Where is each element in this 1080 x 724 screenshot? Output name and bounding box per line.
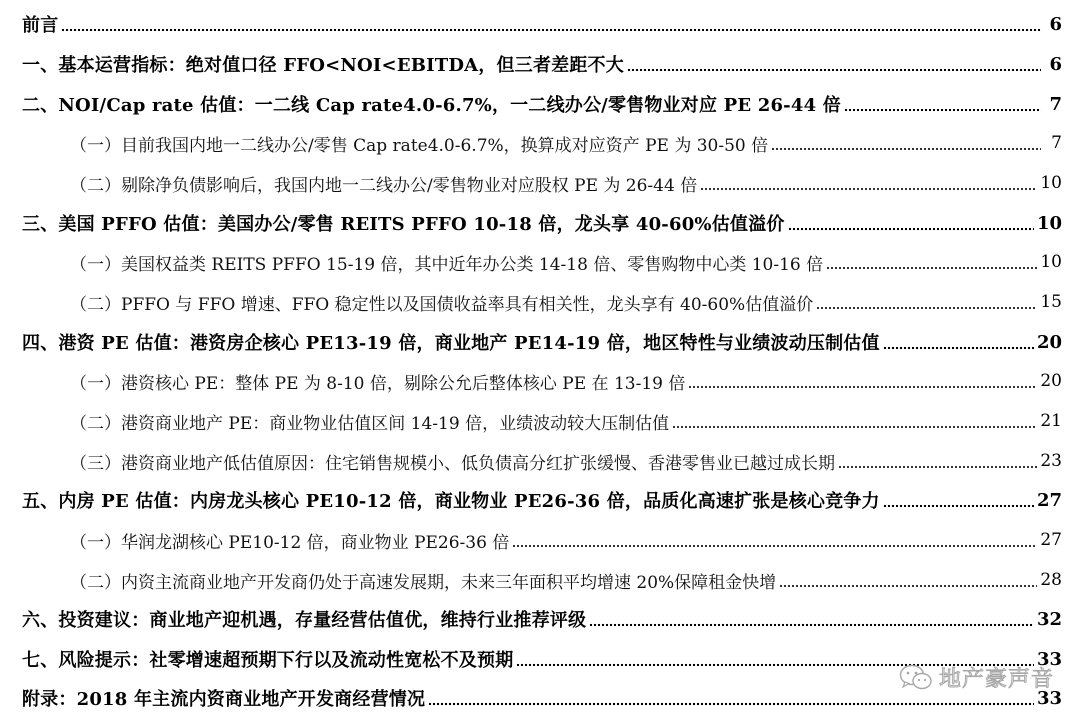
toc-page-number: 10	[1036, 212, 1062, 234]
toc-page-number: 27	[1036, 489, 1062, 511]
toc-entry-title: （二）港资商业地产 PE：商业物业估值区间 14-19 倍，业绩波动较大压制估值	[70, 413, 670, 434]
toc-entry[interactable]	[22, 485, 1062, 515]
toc-dot-leader	[512, 544, 1037, 548]
toc-entry[interactable]	[70, 128, 1062, 158]
toc-page-number: 33	[1036, 687, 1062, 709]
toc-entry[interactable]	[70, 366, 1062, 396]
toc-page-number: 21	[1040, 411, 1062, 431]
toc-dot-leader	[428, 702, 1034, 706]
toc-dot-leader	[883, 346, 1034, 350]
toc-dot-leader	[826, 266, 1037, 270]
toc-dot-leader	[779, 584, 1037, 588]
wechat-icon	[899, 664, 933, 692]
toc-entry-title: （二）PFFO 与 FFO 增速、FFO 稳定性以及国债收益率具有相关性，龙头享有 40-60%估值溢价	[70, 294, 814, 315]
toc-entry-title: 七、风险提示：社零增速超预期下行以及流动性宽松不及预期	[22, 650, 514, 671]
toc-dot-leader	[672, 425, 1037, 429]
toc-dot-leader	[771, 147, 1041, 151]
toc-page-number: 20	[1036, 331, 1062, 353]
toc-entry-title: 三、美国 PFFO 估值：美国办公/零售 REITS PFFO 10-18 倍，龙头享 40-60%估值溢价	[22, 214, 785, 235]
toc-dot-leader	[883, 504, 1034, 508]
toc-entry-title: 前言	[22, 15, 59, 36]
toc-page-number: 33	[1036, 648, 1062, 670]
toc-dot-leader	[816, 306, 1037, 310]
toc-dot-leader	[688, 385, 1037, 389]
toc-page-number: 15	[1040, 292, 1062, 312]
toc-entry-title: 四、港资 PE 估值：港资房企核心 PE13-19 倍，商业地产 PE14-19 倍，地区特性与业绩波动压制估值	[22, 333, 880, 354]
toc-entry[interactable]	[22, 208, 1062, 238]
toc-entry[interactable]	[22, 89, 1062, 119]
toc-entry[interactable]	[70, 565, 1062, 595]
toc-page-number: 28	[1040, 570, 1062, 590]
toc-entry-title: （一）美国权益类 REITS PFFO 15-19 倍，其中近年办公类 14-18 倍、零售购物中心类 10-16 倍	[70, 254, 824, 275]
toc-page-number: 32	[1036, 608, 1062, 630]
toc-page-number: 7	[1051, 133, 1062, 153]
toc-dot-leader	[788, 227, 1034, 231]
toc-page-number: 6	[1049, 53, 1062, 75]
toc-entry-title: 六、投资建议：商业地产迎机遇，存量经营估值优，维持行业推荐评级	[22, 610, 587, 631]
toc-entry-title: 二、NOI/Cap rate 估值：一二线 Cap rate4.0-6.7%，一二线办公/零售物业对应 PE 26-44 倍	[22, 95, 841, 116]
toc-entry-title: 一、基本运营指标：绝对值口径 FFO<NOI<EBITDA，但三者差距不大	[22, 55, 624, 76]
toc-entry-title: （一）华润龙湖核心 PE10-12 倍，商业物业 PE26-36 倍	[70, 532, 510, 553]
toc-entry[interactable]	[70, 168, 1062, 198]
toc-page-number: 27	[1040, 530, 1062, 550]
toc-page-number: 23	[1040, 451, 1062, 471]
toc-entry[interactable]	[22, 327, 1062, 357]
toc-entry[interactable]	[22, 604, 1062, 634]
toc-entry-title: （二）剔除净负债影响后，我国内地一二线办公/零售物业对应股权 PE 为 26-44 倍	[70, 175, 698, 196]
toc-entry-title: （一）港资核心 PE：整体 PE 为 8-10 倍，剔除公允后整体核心 PE 在 13-19 倍	[70, 373, 686, 394]
toc-entry[interactable]	[22, 49, 1062, 79]
toc-dot-leader	[700, 187, 1037, 191]
toc-entry[interactable]	[70, 247, 1062, 277]
toc-entry-title: （一）目前我国内地一二线办公/零售 Cap rate4.0-6.7%，换算成对应资产 PE 为 30-50 倍	[70, 135, 769, 156]
toc-dot-leader	[589, 623, 1034, 627]
toc-entry[interactable]	[22, 9, 1062, 39]
toc-entry[interactable]	[70, 406, 1062, 436]
toc-entry-title: （三）港资商业地产低估值原因：住宅销售规模小、低负债高分红扩张缓慢、香港零售业已越过成长期	[70, 453, 835, 474]
toc-page-number: 7	[1049, 93, 1062, 115]
toc-page-number: 10	[1040, 252, 1062, 272]
toc-dot-leader	[844, 108, 1041, 112]
toc-entry[interactable]	[70, 446, 1062, 476]
toc-page-number: 6	[1049, 13, 1062, 35]
toc-entry[interactable]	[70, 287, 1062, 317]
toc-dot-leader	[61, 28, 1041, 32]
toc-entry-title: （二）内资主流商业地产开发商仍处于高速发展期，未来三年面积平均增速 20%保障租金快增	[70, 572, 777, 593]
toc-entry[interactable]	[70, 525, 1062, 555]
toc-dot-leader	[627, 68, 1041, 72]
toc-entry-title: 附录：2018 年主流内资商业地产开发商经营情况	[22, 689, 426, 710]
toc-page-number: 20	[1040, 371, 1062, 391]
watermark-text: 地产豪声音	[938, 667, 1054, 692]
toc-dot-leader	[838, 465, 1037, 469]
toc-entry-title: 五、内房 PE 估值：内房龙头核心 PE10-12 倍，商业物业 PE26-36 倍，品质化高速扩张是核心竞争力	[22, 491, 880, 512]
watermark	[899, 662, 1054, 693]
toc-page-number: 10	[1040, 173, 1062, 193]
